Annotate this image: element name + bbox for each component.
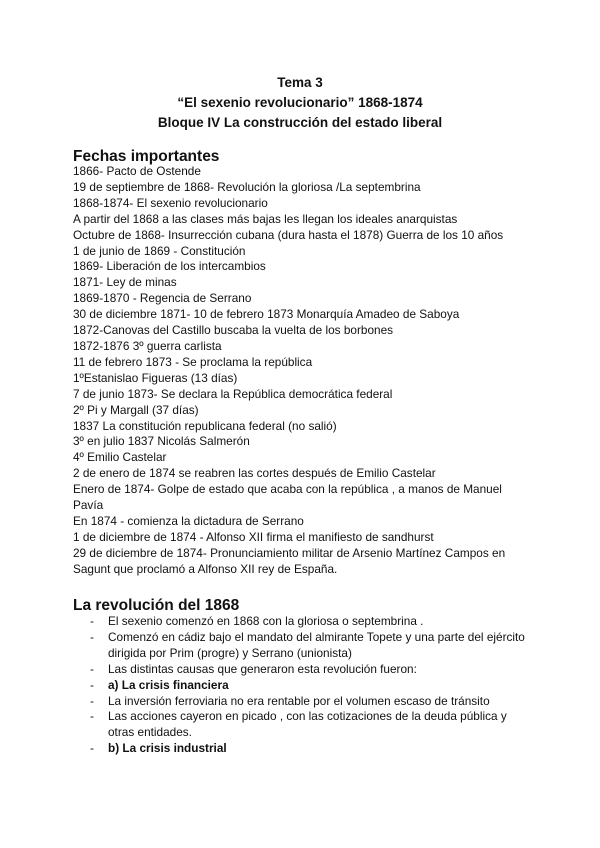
bullet-dash: - — [90, 614, 94, 628]
date-line: Octubre de 1868- Insurrección cubana (dura hasta el 1878) Guerra de los 10 años — [73, 227, 504, 242]
date-line: 2 de enero de 1874 se reabren las cortes después de Emilio Castelar — [73, 466, 436, 481]
revolution-heading: La revolución del 1868 — [73, 597, 240, 614]
date-line: 7 de junio 1873- Se declara la República democrática federal — [73, 386, 393, 401]
date-line: 1 de junio de 1869 - Constitución — [73, 243, 246, 258]
date-line: 1866- Pacto de Ostende — [73, 164, 201, 178]
date-line: En 1874 - comienza la dictadura de Serrano — [73, 513, 304, 528]
date-line: 1 de diciembre de 1874 - Alfonso XII firma el manifiesto de sandhurst — [73, 529, 434, 544]
bullet-text: La inversión ferroviaria no era rentable por el volumen escaso de tránsito — [108, 693, 490, 708]
bullet-item — [73, 741, 533, 757]
bullet-item — [73, 678, 533, 694]
date-line: 29 de diciembre de 1874- Pronunciamiento militar de Arsenio Martínez Campos en Sagunt que proclamó a Alfonso XII rey de España. — [73, 545, 506, 576]
date-line: 2º Pi y Margall (37 días) — [73, 402, 199, 417]
bullet-item — [73, 630, 533, 662]
date-line: 1872-1876 3º guerra carlista — [73, 338, 222, 353]
date-line: 1871- Ley de minas — [73, 275, 177, 290]
date-line: 1869-1870 - Regencia de Serrano — [73, 291, 252, 306]
bullet-dash: - — [90, 661, 94, 676]
dates-heading: Fechas importantes — [73, 148, 220, 165]
bullet-item — [73, 709, 533, 741]
date-line: 1837 La constitución republicana federal (no salió) — [73, 418, 337, 433]
bullet-text: Las distintas causas que generaron esta revolución fueron: — [108, 661, 417, 676]
bullet-text: El sexenio comenzó en 1868 con la gloriosa o septembrina . — [108, 614, 424, 628]
date-line: 19 de septiembre de 1868- Revolución la gloriosa /La septembrina — [73, 179, 421, 194]
subheading-financial-crisis: a) La crisis financiera — [108, 677, 229, 692]
bullet-dash: - — [90, 709, 94, 724]
subheading-industrial-crisis: b) La crisis industrial — [108, 741, 227, 756]
bullet-item — [73, 614, 533, 630]
date-line: 11 de febrero 1873 - Se proclama la república — [73, 354, 313, 369]
date-line: 1ºEstanislao Figueras (13 días) — [73, 370, 238, 385]
date-line: 1868-1874- El sexenio revolucionario — [73, 195, 268, 210]
bullet-item — [73, 662, 533, 678]
bullet-text: Las acciones cayeron en picado , con las cotizaciones de la deuda pública y otras entidades. — [108, 709, 507, 740]
bullet-dash: - — [90, 677, 94, 692]
block-title: Bloque IV La construcción del estado liberal — [157, 115, 443, 130]
date-line: 4º Emilio Castelar — [73, 450, 167, 465]
date-line: 1869- Liberación de los intercambios — [73, 259, 266, 274]
bullet-dash: - — [90, 693, 94, 708]
date-line: A partir del 1868 a las clases más bajas les llegan los ideales anarquistas — [73, 211, 458, 226]
bullet-dash: - — [90, 741, 94, 756]
date-line: 1872-Canovas del Castillo buscaba la vuelta de los borbones — [73, 323, 394, 338]
bullet-text: Comenzó en cádiz bajo el mandato del almirante Topete y una parte del ejército dirigida por Prim (progre) y Serrano (unionista) — [108, 629, 525, 660]
topic-title: “El sexenio revolucionario” 1868-1874 — [177, 95, 423, 110]
bullet-dash: - — [90, 629, 94, 644]
bullet-item — [73, 694, 533, 710]
document-title — [0, 73, 600, 133]
dates-list — [73, 164, 533, 578]
date-line: 30 de diciembre 1871- 10 de febrero 1873 Monarquía Amadeo de Saboya — [73, 307, 460, 322]
topic-number: Tema 3 — [277, 75, 323, 90]
date-line: Enero de 1874- Golpe de estado que acaba con la república , a manos de Manuel Pavía — [73, 482, 502, 513]
date-line: 3º en julio 1837 Nicolás Salmerón — [73, 434, 250, 449]
revolution-bullet-list — [73, 614, 533, 757]
